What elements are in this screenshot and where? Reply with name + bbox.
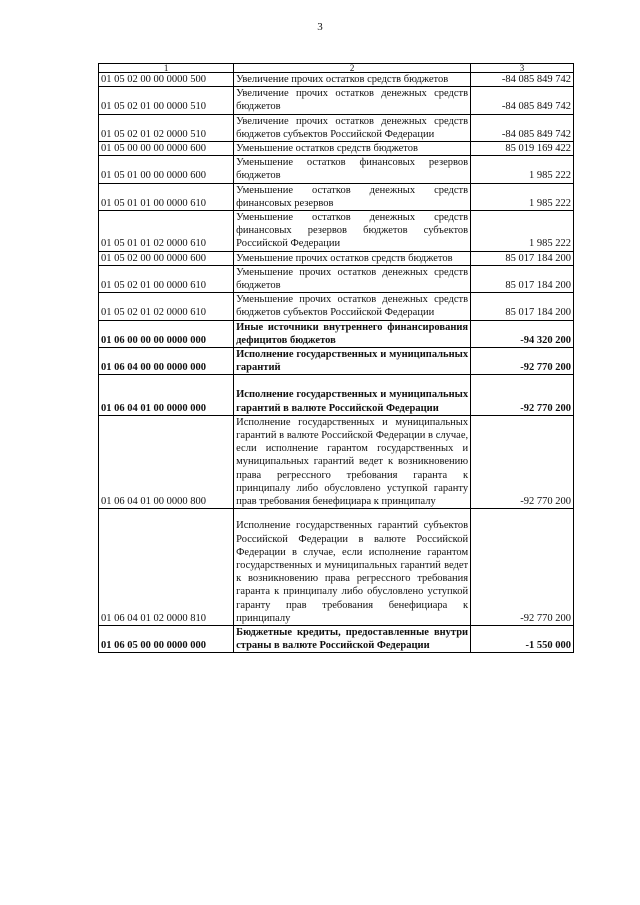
row-code: 01 05 02 01 00 0000 610 [99, 265, 234, 292]
row-code: 01 05 02 00 00 0000 600 [99, 251, 234, 265]
row-code: 01 05 02 00 00 0000 500 [99, 73, 234, 87]
row-name: Уменьшение прочих остатков денежных средств бюджетов [234, 265, 471, 292]
row-code: 01 05 02 01 02 0000 510 [99, 114, 234, 141]
row-amount: -1 550 000 [471, 625, 574, 652]
table-row [99, 183, 574, 210]
table-row [99, 251, 574, 265]
column-header-code: 1 [99, 64, 234, 73]
table-row [99, 293, 574, 320]
row-name: Исполнение государственных и муниципальных гарантий [234, 348, 471, 375]
row-name: Бюджетные кредиты, предоставленные внутри страны в валюте Российской Федерации [234, 625, 471, 652]
row-name: Уменьшение остатков финансовых резервов бюджетов [234, 156, 471, 183]
row-amount: -84 085 849 742 [471, 73, 574, 87]
row-name: Уменьшение остатков денежных средств финансовых резервов [234, 183, 471, 210]
row-amount: -84 085 849 742 [471, 114, 574, 141]
column-header-name: 2 [234, 64, 471, 73]
row-amount: 1 985 222 [471, 183, 574, 210]
table-row [99, 348, 574, 375]
budget-sources-table [98, 63, 574, 653]
row-code: 01 06 00 00 00 0000 000 [99, 320, 234, 347]
row-name: Уменьшение прочих остатков средств бюджетов [234, 251, 471, 265]
table-row [99, 87, 574, 114]
row-amount: -92 770 200 [471, 509, 574, 626]
row-code: 01 06 05 00 00 0000 000 [99, 625, 234, 652]
row-code: 01 06 04 01 00 0000 800 [99, 415, 234, 508]
table-row [99, 156, 574, 183]
row-amount: -84 085 849 742 [471, 87, 574, 114]
row-code: 01 06 04 01 02 0000 810 [99, 509, 234, 626]
table-row [99, 415, 574, 508]
table-row [99, 73, 574, 87]
row-code: 01 05 02 01 02 0000 610 [99, 293, 234, 320]
table-row [99, 265, 574, 292]
row-name: Уменьшение прочих остатков денежных средств бюджетов субъектов Российской Федерации [234, 293, 471, 320]
row-amount: 85 017 184 200 [471, 265, 574, 292]
table-row [99, 625, 574, 652]
row-name: Уменьшение остатков средств бюджетов [234, 142, 471, 156]
table-row [99, 211, 574, 252]
table-row [99, 114, 574, 141]
row-code: 01 05 01 00 00 0000 600 [99, 156, 234, 183]
table-row [99, 509, 574, 626]
row-code: 01 06 04 01 00 0000 000 [99, 375, 234, 415]
row-amount: 85 017 184 200 [471, 293, 574, 320]
row-amount: 85 019 169 422 [471, 142, 574, 156]
row-code: 01 06 04 00 00 0000 000 [99, 348, 234, 375]
row-code: 01 05 01 01 00 0000 610 [99, 183, 234, 210]
column-header-amount: 3 [471, 64, 574, 73]
row-name: Увеличение прочих остатков денежных средств бюджетов [234, 87, 471, 114]
row-amount: -92 770 200 [471, 348, 574, 375]
row-amount: -92 770 200 [471, 415, 574, 508]
row-code: 01 05 01 01 02 0000 610 [99, 211, 234, 252]
row-name: Исполнение государственных гарантий субъектов Российской Федерации в валюте Российской Федерации в случае, если исполнение гарантом государственных и муниципальных гарантий ведет к возникновению права регрессного требования гаранта к принципалу либо обусловлено уступкой гаранту прав требования бенефициара к принципалу [234, 509, 471, 626]
row-name: Увеличение прочих остатков средств бюджетов [234, 73, 471, 87]
page-number: 3 [317, 21, 323, 33]
row-amount: -94 320 200 [471, 320, 574, 347]
table-body [99, 73, 574, 653]
table-row [99, 320, 574, 347]
row-amount: 1 985 222 [471, 211, 574, 252]
row-name: Уменьшение остатков денежных средств финансовых резервов бюджетов субъектов Российской Федерации [234, 211, 471, 252]
row-code: 01 05 02 01 00 0000 510 [99, 87, 234, 114]
row-amount: 1 985 222 [471, 156, 574, 183]
table-row [99, 375, 574, 415]
row-amount: -92 770 200 [471, 375, 574, 415]
row-name: Увеличение прочих остатков денежных средств бюджетов субъектов Российской Федерации [234, 114, 471, 141]
table-header-row [99, 64, 574, 73]
row-code: 01 05 00 00 00 0000 600 [99, 142, 234, 156]
row-name: Иные источники внутреннего финансирования дефицитов бюджетов [234, 320, 471, 347]
row-name: Исполнение государственных и муниципальных гарантий в валюте Российской Федерации в случае, если исполнение гарантом государственных и муниципальных гарантий ведет к возникновению права регрессного требования гаранта к принципалу либо обусловлено уступкой гаранту прав требования бенефициара к принципалу [234, 415, 471, 508]
row-amount: 85 017 184 200 [471, 251, 574, 265]
table-row [99, 142, 574, 156]
row-name: Исполнение государственных и муниципальных гарантий в валюте Российской Федерации [234, 375, 471, 415]
